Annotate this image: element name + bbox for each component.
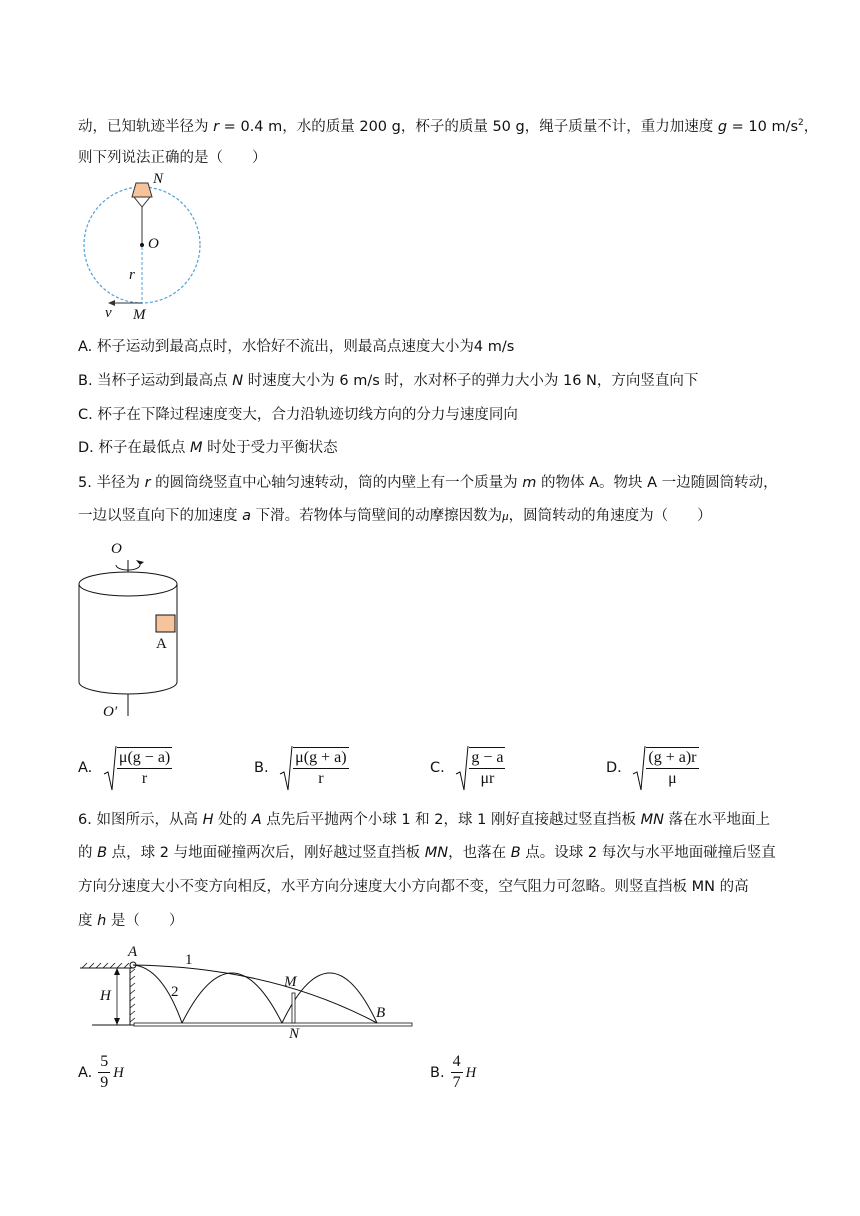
q6-label-1: 1: [185, 952, 193, 968]
q5-cylinder-bottom: [79, 682, 177, 694]
q5-stem-line2: 一边以竖直向下的加速度 a 下滑。若物体与筒壁间的动摩擦因数为μ，圆筒转动的角速度为（ ）: [78, 508, 712, 524]
q4-label-N: N: [153, 171, 164, 187]
q4-center-dot: [140, 243, 144, 247]
q6-option-b: B. $\frac{4}{7}$ H: [430, 1053, 477, 1091]
q4-label-v: v: [105, 305, 112, 321]
q4-option-d: D. 杯子在最低点 M 时处于受力平衡状态: [78, 440, 338, 456]
q4-stem-line2: 则下列说法正确的是（ ）: [78, 150, 267, 166]
q5-block-A: [156, 615, 175, 632]
q6-stem-line3: 方向分速度大小不变方向相反，水平方向分速度大小方向都不变，空气阻力可忽略。则竖直挡板 MN 的高: [78, 879, 749, 895]
q6-stem-line2: 的 B 点，球 2 与地面碰撞两次后，刚好越过竖直挡板 MN，也落在 B 点。设球 2 每次与水平地面碰撞后竖直: [78, 845, 776, 861]
q5-label-A: A: [156, 636, 167, 652]
q5-label-O-prime: O′: [103, 704, 118, 720]
q4-label-r: r: [129, 267, 135, 283]
q5-option-b: B. $\frac{\mu(g + a)}{r}$: [254, 744, 349, 792]
q6-board-MN: [292, 993, 295, 1023]
q4-cup-holder: [134, 197, 150, 207]
q5-cylinder-top: [79, 572, 177, 596]
q6-option-a: A. $\frac{5}{9}$ H: [78, 1053, 124, 1091]
q6-label-B: B: [376, 1005, 386, 1021]
q6-stem-line4: 度 h 是（ ）: [78, 913, 184, 929]
q4-option-c: C. 杯子在下降过程速度变大，合力沿轨迹切线方向的分力与速度同向: [78, 407, 518, 423]
q5-option-a: A. $\frac{\mu(g - a)}{r}$: [78, 744, 172, 792]
q4-cup: [132, 183, 152, 197]
q6-figure-projectile: [72, 945, 417, 1045]
q4-option-a: A. 杯子运动到最高点时，水恰好不流出，则最高点速度大小为4 m/s: [78, 339, 515, 355]
q5-figure-cylinder: [74, 540, 194, 730]
q5-stem-line1: 5. 半径为 r 的圆筒绕竖直中心轴匀速转动，筒的内壁上有一个质量为 m 的物体 A。物块 A 一边随圆筒转动，: [78, 475, 778, 491]
q6-label-M: M: [284, 974, 297, 990]
q6-stem-line1: 6. 如图所示，从高 H 处的 A 点先后平抛两个小球 1 和 2，球 1 刚好直接越过竖直挡板 MN 落在水平地面上: [78, 812, 771, 828]
q5-option-d: D. $\frac{(g + a)r}{\mu}$: [606, 744, 699, 792]
q4-label-M: M: [133, 307, 146, 323]
q6-label-A: A: [128, 944, 138, 960]
q6-label-2: 2: [171, 984, 179, 1000]
q4-label-O: O: [148, 236, 159, 252]
q4-option-b: B. 当杯子运动到最高点 N 时速度大小为 6 m/s 时，水对杯子的弹力大小为 16 N，方向竖直向下: [78, 373, 699, 389]
q5-option-c: C. $\frac{g - a}{\mu r}$: [430, 744, 505, 792]
q6-label-N: N: [289, 1026, 300, 1042]
q5-label-O: O: [111, 541, 122, 557]
q6-label-H: H: [100, 988, 111, 1004]
q4-stem-line1: 动，已知轨迹半径为 r = 0.4 m，水的质量 200 g，杯子的质量 50 g，绳子质量不计，重力加速度 g = 10 $m/s^2$，: [78, 118, 819, 135]
